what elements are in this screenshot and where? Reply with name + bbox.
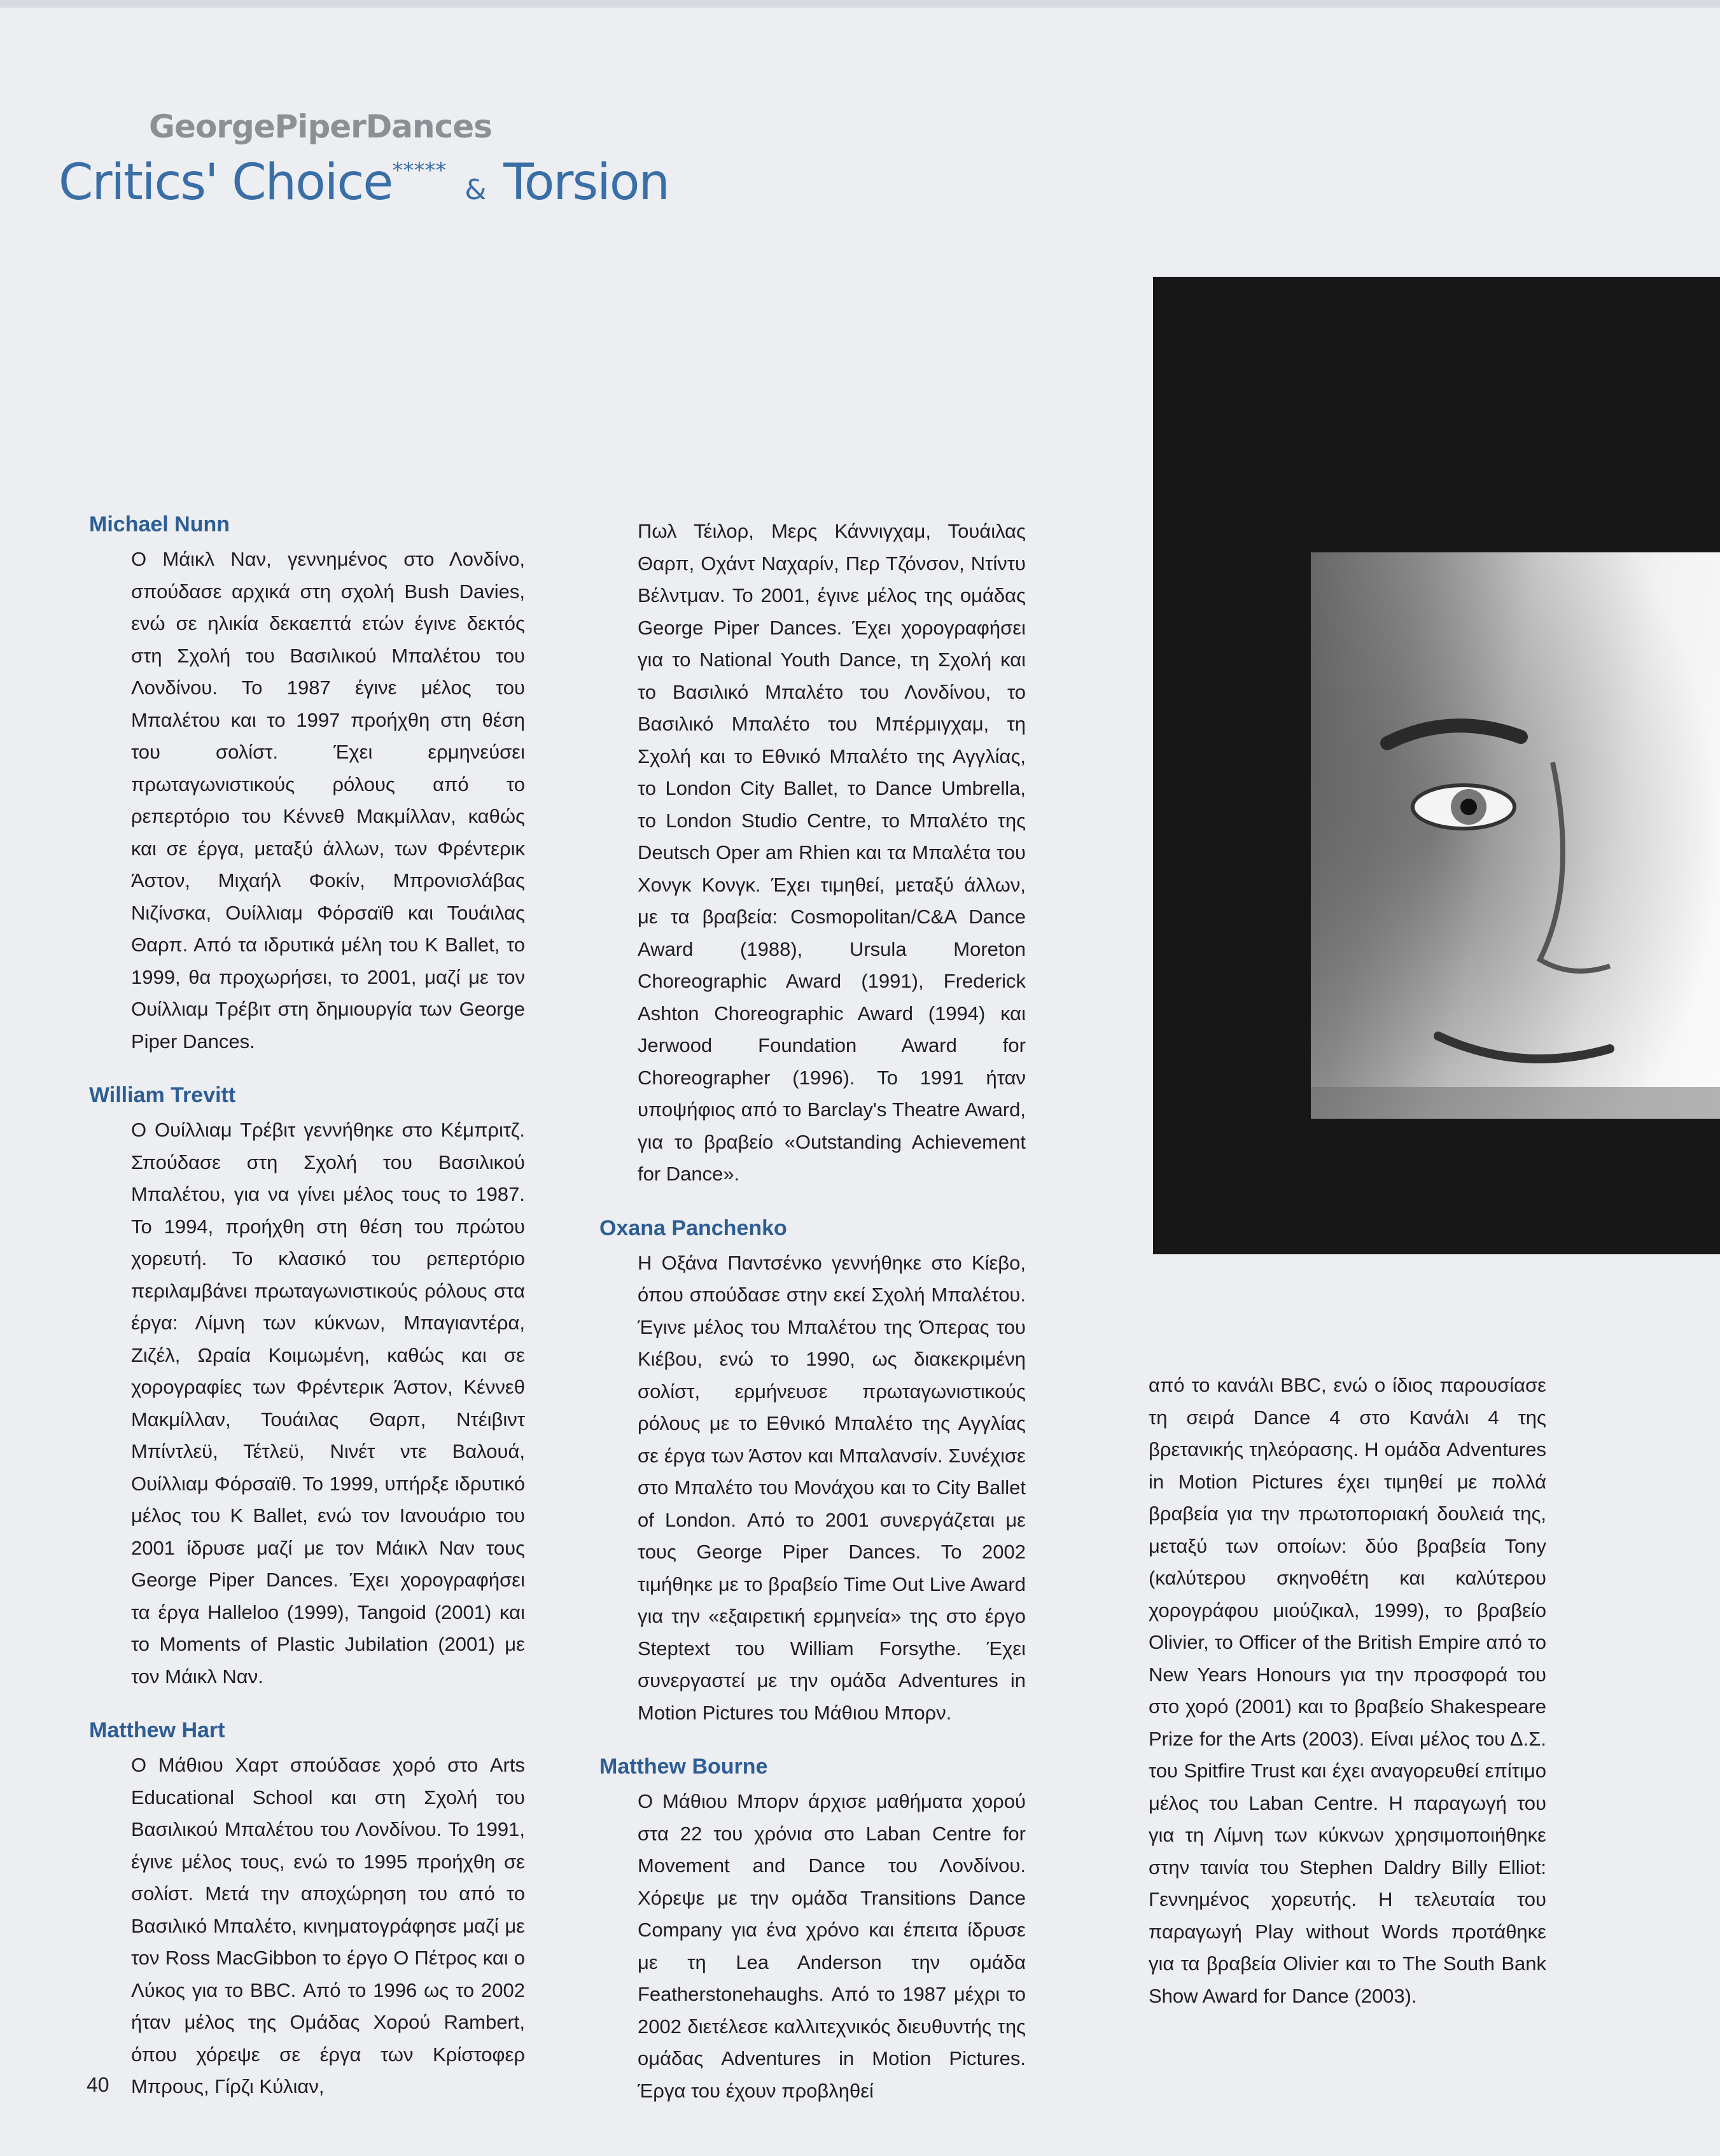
column-2 — [599, 515, 1026, 2107]
bio-name-michael-nunn: Michael Nunn — [89, 512, 230, 536]
bio-name-matthew-hart: Matthew Hart — [89, 1718, 225, 1742]
bio-text-matthew-bourne-continued: από το κανάλι BBC, ενώ ο ίδιος παρουσίασε τη σειρά Dance 4 στο Κανάλι 4 της βρετανικής τηλεόρασης. Η ομάδα Adventures in Motion Pictures έχει τιμηθεί με πολλά βραβεία για την πρωτοποριακή δουλειά της, μεταξύ των οποίων: δύο βραβεία Tony (καλύτερου σκηνοθέτη και καλύτερου χορογράφου μιούζικαλ, 1999), το βραβείο Olivier, το Officer of the British Empire από το New Years Honours για την προσφορά του στο χορό (2001) και το βραβείο Shakespeare Prize for the Arts (2003). Είναι μέλος του Δ.Σ. του Spitfire Trust και έχει αναγορευθεί επίτιμο μέλος του Laban Centre. Η παραγωγή του για τη Λίμνη των κύκνων χρησιμοποιήθηκε στην ταινία του Stephen Daldry Billy Elliot: Γεννημένος χορευτής. Η τελευταία του παραγωγή Play without Words προτάθηκε για τα βραβεία Olivier και το The South Bank Show Award for Dance (2003). — [1149, 1374, 1546, 2007]
page-number: 40 — [87, 2073, 109, 2096]
bio-name-matthew-bourne: Matthew Bourne — [599, 1754, 768, 1779]
page-header — [59, 108, 669, 211]
company-name: GeorgePiperDances — [149, 108, 492, 145]
bio-name-william-trevitt: William Trevitt — [89, 1083, 236, 1107]
scan-edge — [0, 0, 1720, 8]
portrait-photo — [1311, 552, 1720, 1119]
bio-name-oxana-panchenko: Oxana Panchenko — [599, 1215, 787, 1240]
title-stars: ***** — [392, 158, 447, 183]
bio-text-matthew-hart: Ο Μάθιου Χαρτ σπούδασε χορό στο Arts Educational School και στη Σχολή του Βασιλικού Μπαλέτου του Λονδίνου. Το 1991, έγινε μέλος τους, ενώ το 1995 προήχθη σε σολίστ. Μετά την αποχώρηση του από το Βασιλικό Μπαλέτο, κινηματογράφησε μαζί με τον Ross MacGibbon το έργο Ο Πέτρος και ο Λύκος για το BBC. Από το 1996 ως το 2002 ήταν μέλος της Ομάδας Χορού Rambert, όπου χόρεψε σε έργα των Κρίστοφερ Μπρους, Γίρζι Κύλιαν, — [131, 1754, 525, 2097]
bio-text-william-trevitt: Ο Ουίλλιαμ Τρέβιτ γεννήθηκε στο Κέμπριτζ. Σπούδασε στη Σχολή του Βασιλικού Μπαλέτου, για να γίνει μέλος τους το 1987. Το 1994, προήχθη στη θέση του πρώτου χορευτή. Το κλασικό του ρεπερτόριο περιλαμβάνει πρωταγωνιστικούς ρόλους στα έργα: Λίμνη των κύκνων, Μπαγιαντέρα, Ζιζέλ, Ωραία Κοιμωμένη, καθώς και σε χορογραφίες των Φρέντερικ Άστον, Κέννεθ Μακμίλλαν, Τουάιλας Θαρπ, Ντέιβιντ Μπίντλεϋ, Τέτλεϋ, Νινέτ ντε Βαλουά, Ουίλλιαμ Φόρσαϊθ. Το 1999, υπήρξε ιδρυτικό μέλος του K Ballet, ενώ τον Ιανουάριο του 2001 ίδρυσε μαζί με τον Μάικλ Ναν τους George Piper Dances. Έχει χορογραφήσει τα έργα Halleloo (1999), Tangoid (2001) και το Moments of Plastic Jubilation (2001) με τον Μάικλ Ναν. — [131, 1119, 525, 1688]
bio-text-oxana-panchenko: Η Οξάνα Παντσένκο γεννήθηκε στο Κίεβο, όπου σπούδασε στην εκεί Σχολή Μπαλέτου. Έγινε μέλος του Μπαλέτου της Όπερας του Κιέβου, ενώ το 1990, ως διακεκριμένη σολίστ, ερμήνευσε πρωταγωνιστικούς ρόλους με το Εθνικό Μπαλέτο της Αγγλίας σε έργα των Άστον και Μπαλανσίν. Συνέχισε στο Μπαλέτο του Μονάχου και το City Ballet of London. Από το 2001 συνεργάζεται με τους George Piper Dances. Το 2002 τιμήθηκε με το βραβείο Time Out Live Award για την «εξαιρετική ερμηνεία» της στο έργο Steptext του William Forsythe. Έχει συνεργαστεί με την ομάδα Adventures in Motion Pictures του Μάθιου Μπορν. — [638, 1251, 1026, 1724]
bio-text-matthew-hart-continued: Πωλ Τέιλορ, Μερς Κάννιγχαμ, Τουάιλας Θαρπ, Οχάντ Ναχαρίν, Περ Τζόνσον, Ντίντυ Βέλντμαν. Το 2001, έγινε μέλος της ομάδας George Piper Dances. Έχει χορογραφήσει για το National Youth Dance, τη Σχολή και το Βασιλικό Μπαλέτο του Λονδίνου, το Βασιλικό Μπαλέτο του Μπέρμιγχαμ, τη Σχολή και το Εθνικό Μπαλέτο της Αγγλίας, το London City Ballet, το Dance Umbrella, το London Studio Centre, το Μπαλέτο της Deutsch Oper am Rhien και τα Μπαλέτα του Χονγκ Κονγκ. Έχει τιμηθεί, μεταξύ άλλων, με τα βραβεία: Cosmopolitan/C&A Dance Award (1988), Ursula Moreton Choreographic Award (1991), Frederick Ashton Choreographic Award (1994) και Jerwood Foundation Award for Choreographer (1996). Το 1991 ήταν υποψήφιος από το Barclay's Theatre Award, για το βραβείο «Outstanding Achievement for Dance». — [638, 520, 1026, 1185]
title-end: Torsion — [503, 154, 669, 211]
portrait-face-illustration — [1311, 552, 1720, 1119]
title-main: Critics' Choice — [59, 154, 393, 211]
column-3 — [1149, 1369, 1546, 2012]
page-title — [59, 154, 669, 211]
column-1 — [89, 512, 525, 2103]
title-ampersand: & — [465, 174, 486, 206]
bio-text-michael-nunn: Ο Μάικλ Ναν, γεννημένος στο Λονδίνο, σπούδασε αρχικά στη σχολή Bush Davies, ενώ σε ηλικία δεκαεπτά ετών έγινε δεκτός στη Σχολή του Βασιλικού Μπαλέτου του Λονδίνου. Το 1987 έγινε μέλος του Μπαλέτου και το 1997 προήχθη στη θέση του σολίστ. Έχει ερμηνεύσει πρωταγωνιστικούς ρόλους από το ρεπερτόριο του Κέννεθ Μακμίλλαν, καθώς και σε έργα, μεταξύ άλλων, των Φρέντερικ Άστον, Μιχαήλ Φοκίν, Μπρονισλάβας Νιζίνσκα, Ουίλλιαμ Φόρσαϊθ και Τουάιλας Θαρπ. Από τα ιδρυτικά μέλη του K Ballet, το 1999, θα προχωρήσει, το 2001, μαζί με τον Ουίλλιαμ Τρέβιτ στη δημιουργία των George Piper Dances. — [131, 548, 525, 1053]
bio-text-matthew-bourne: Ο Μάθιου Μπορν άρχισε μαθήματα χορού στα 22 του χρόνια στο Laban Centre for Movement and Dance του Λονδίνου. Χόρεψε με την ομάδα Transitions Dance Company για ένα χρόνο και έπειτα ίδρυσε με τη Lea Anderson την ομάδα Featherstonehaughs. Από το 1987 μέχρι το 2002 διετέλεσε καλλιτεχνικός διευθυντής της ομάδας Adventures in Motion Pictures. Έργα του έχουν προβληθεί — [638, 1790, 1026, 2102]
